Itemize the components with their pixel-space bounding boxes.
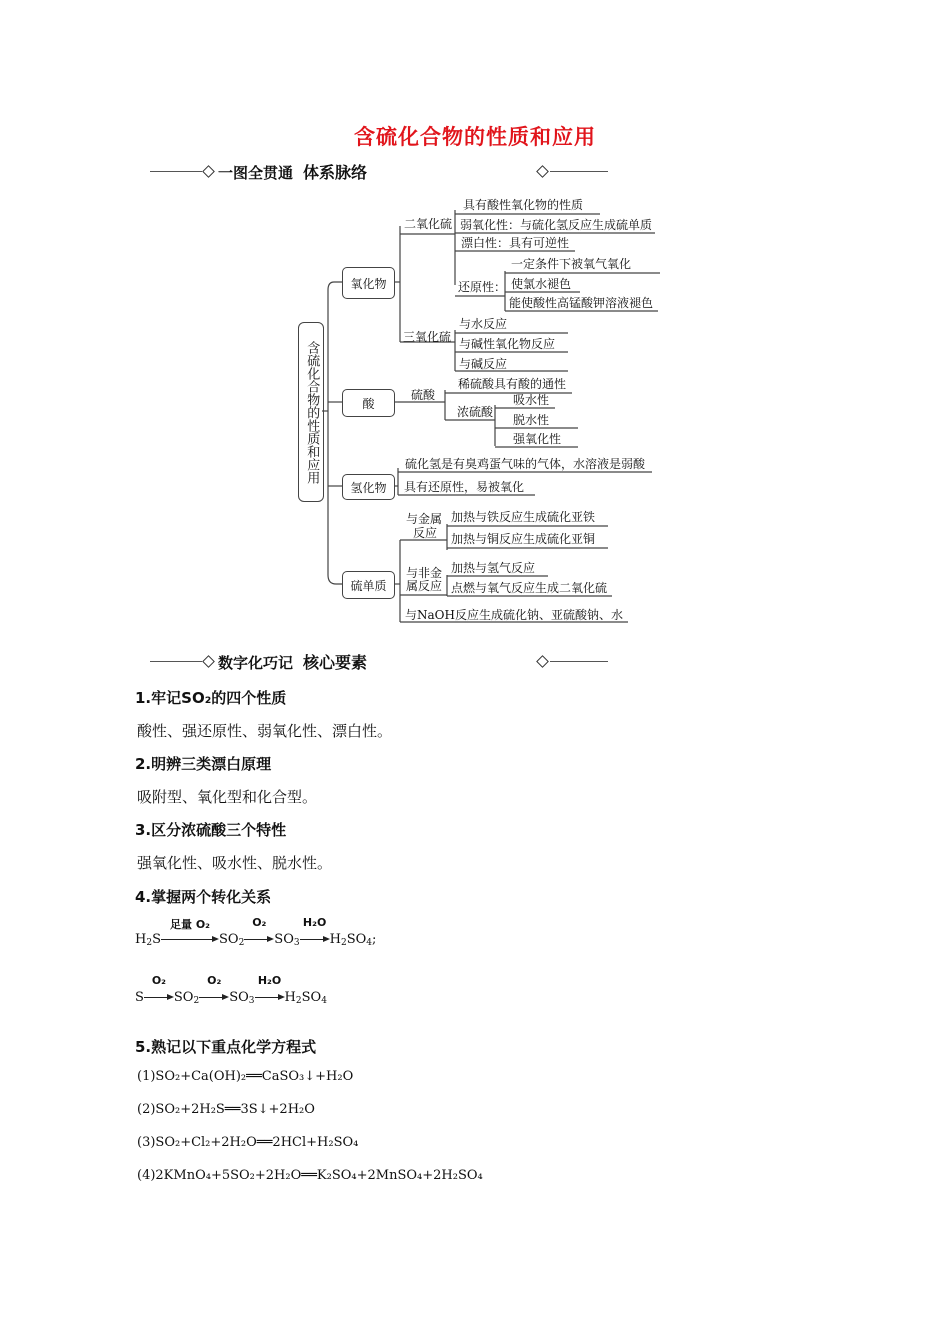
equation: (1)SO₂+Ca(OH)₂══CaSO₃↓+H₂O bbox=[137, 1069, 354, 1084]
node-h2so4: 硫酸 bbox=[411, 388, 436, 402]
equation: (4)2KMnO₄+5SO₂+2H₂O══K₂SO₄+2MnSO₄+2H₂SO₄ bbox=[137, 1168, 483, 1183]
so2-item: 漂白性：具有可逆性 bbox=[461, 236, 570, 250]
sulfur-metal-label: 与金属 bbox=[406, 512, 443, 526]
divider bbox=[150, 171, 202, 172]
key-text: 酸性、强还原性、弱氧化性、漂白性。 bbox=[137, 722, 393, 740]
section-prefix: 数字化巧记 bbox=[218, 654, 294, 672]
section-header-core bbox=[150, 650, 450, 672]
so2-reducing: 还原性： bbox=[458, 280, 507, 294]
divider bbox=[150, 661, 202, 662]
key-heading: 2.明辨三类漂白原理 bbox=[135, 755, 272, 773]
sulfur-nonmetal-label: 属反应 bbox=[406, 579, 443, 593]
acid-dilute: 稀硫酸具有酸的通性 bbox=[458, 377, 567, 391]
diamond-icon bbox=[536, 655, 549, 668]
nonmetal-item: 加热与氢气反应 bbox=[451, 561, 536, 575]
nonmetal-item: 点燃与氧气反应生成二氧化硫 bbox=[451, 581, 608, 595]
key-heading: 3.区分浓硫酸三个特性 bbox=[135, 821, 287, 839]
sulfur-nonmetal-label: 与非金 bbox=[406, 566, 443, 580]
node-sulfur: 硫单质 bbox=[342, 571, 395, 599]
page-title: 含硫化合物的性质和应用 bbox=[354, 124, 596, 149]
node-hydride: 氢化物 bbox=[342, 474, 395, 500]
reducing-item: 能使酸性高锰酸钾溶液褪色 bbox=[509, 296, 654, 310]
hydride-item: 具有还原性，易被氧化 bbox=[404, 480, 525, 494]
key-heading: 5.熟记以下重点化学方程式 bbox=[135, 1038, 317, 1056]
node-acid: 酸 bbox=[342, 389, 395, 417]
key-text: 吸附型、氧化型和化合型。 bbox=[137, 788, 318, 806]
conversion-chain-2: S O₂ $SO_2$ O₂ $SO_3$ H₂O $H_2SO_4$ bbox=[135, 974, 327, 1006]
section-header-system bbox=[150, 160, 450, 182]
diamond-icon bbox=[202, 655, 215, 668]
node-so2: 二氧化硫 bbox=[404, 217, 453, 231]
acid-conc: 浓硫酸 bbox=[457, 405, 494, 419]
so2-item: 具有酸性氧化物的性质 bbox=[463, 198, 584, 212]
section-prefix: 一图全贯通 bbox=[218, 164, 294, 182]
metal-item: 加热与铜反应生成硫化亚铜 bbox=[451, 532, 596, 546]
conversion-chain-1: $H_2S$ 足量 O₂ $SO_2$ O₂ $SO_3$ H₂O $H_2SO_4$; bbox=[135, 916, 377, 948]
diamond-icon bbox=[536, 165, 549, 178]
section-title: 体系脉络 bbox=[303, 163, 368, 182]
key-heading: 4.掌握两个转化关系 bbox=[135, 888, 272, 906]
key-heading: 1.牢记SO₂的四个性质 bbox=[135, 689, 287, 707]
equation: (2)SO₂+2H₂S══3S↓+2H₂O bbox=[137, 1102, 315, 1117]
conc-item: 吸水性 bbox=[513, 393, 550, 407]
metal-item: 加热与铁反应生成硫化亚铁 bbox=[451, 510, 596, 524]
so3-item: 与碱性氧化物反应 bbox=[459, 337, 556, 351]
conc-item: 脱水性 bbox=[513, 413, 550, 427]
arrow-icon: H₂O bbox=[255, 988, 285, 1000]
sulfur-metal-label: 反应 bbox=[413, 526, 438, 540]
arrow-icon: O₂ bbox=[144, 988, 174, 1000]
equation: (3)SO₂+Cl₂+2H₂O══2HCl+H₂SO₄ bbox=[137, 1135, 359, 1150]
arrow-icon: 足量 O₂ bbox=[161, 930, 219, 942]
key-text: 强氧化性、吸水性、脱水性。 bbox=[137, 854, 333, 872]
arrow-icon: O₂ bbox=[244, 930, 274, 942]
diamond-icon bbox=[202, 165, 215, 178]
divider bbox=[550, 661, 608, 662]
node-so3: 三氧化硫 bbox=[403, 330, 452, 344]
reducing-item: 使氯水褪色 bbox=[511, 277, 572, 291]
arrow-icon: H₂O bbox=[300, 930, 330, 942]
hydride-item: 硫化氢是有臭鸡蛋气味的气体，水溶液是弱酸 bbox=[405, 457, 646, 471]
mindmap-root: 含硫化合物的性质和应用 bbox=[298, 322, 324, 502]
so3-item: 与碱反应 bbox=[459, 357, 508, 371]
sulfur-naoh: 与NaOH反应生成硫化钠、亚硫酸钠、水 bbox=[405, 608, 623, 622]
conc-item: 强氧化性 bbox=[513, 432, 562, 446]
section-title: 核心要素 bbox=[303, 653, 368, 672]
arrow-icon: O₂ bbox=[199, 988, 229, 1000]
so2-item: 弱氧化性：与硫化氢反应生成硫单质 bbox=[460, 218, 653, 232]
node-oxide: 氧化物 bbox=[342, 267, 395, 299]
divider bbox=[550, 171, 608, 172]
so3-item: 与水反应 bbox=[459, 317, 508, 331]
reducing-item: 一定条件下被氧气氧化 bbox=[511, 257, 632, 271]
